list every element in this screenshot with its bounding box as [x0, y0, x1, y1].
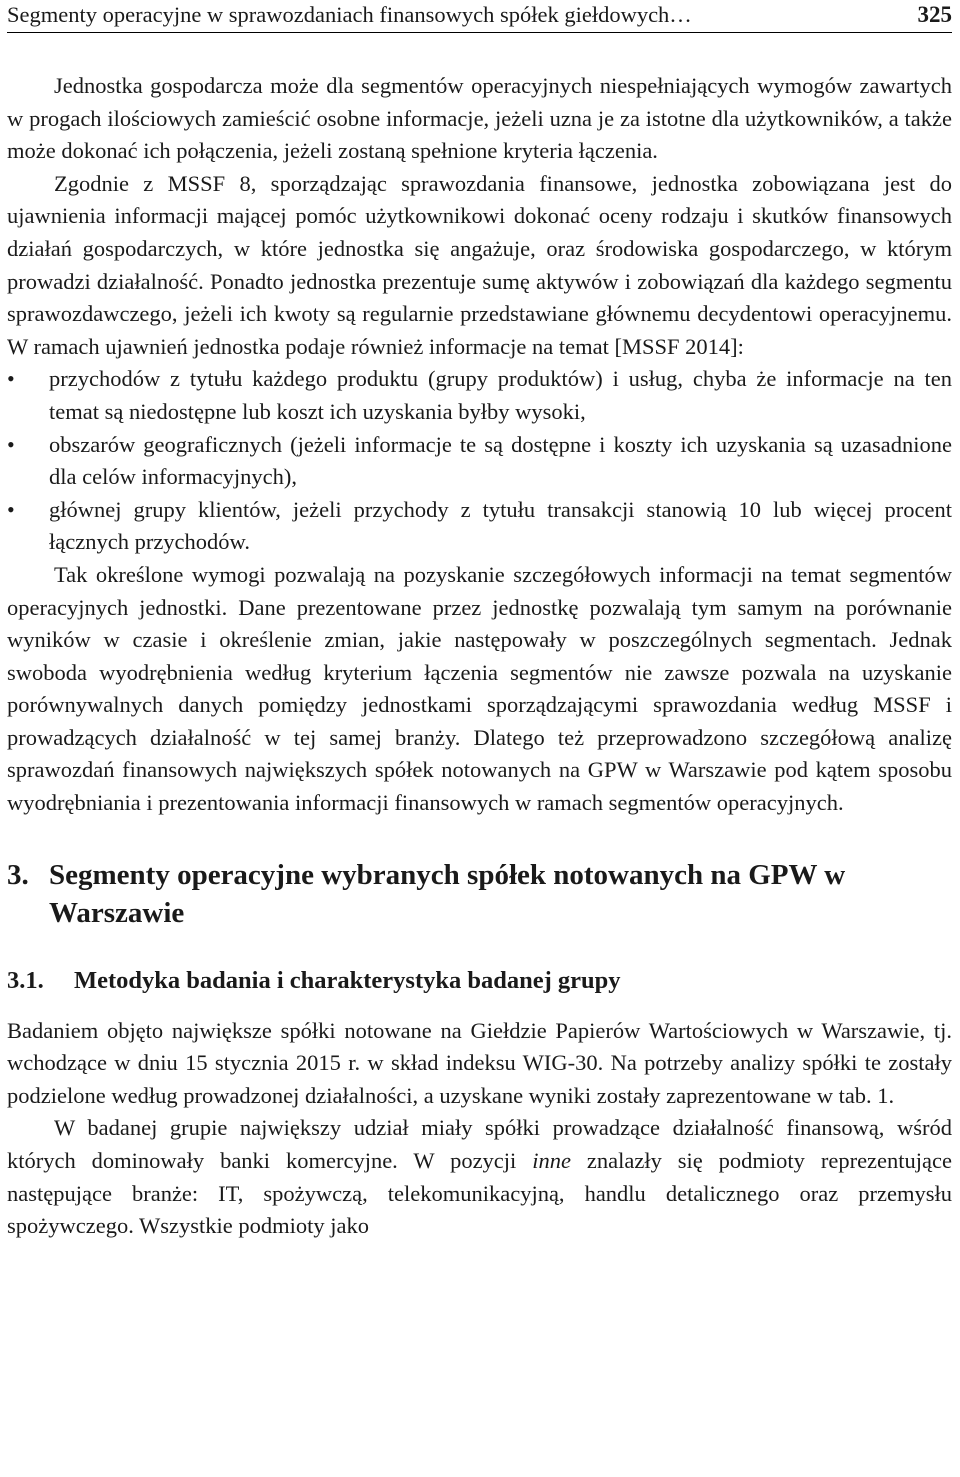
paragraph: Tak określone wymogi pozwalają na pozyskanie szczegółowych informacji na temat segmentów operacyjnych jednostki. Dane prezentowane przez jednostkę pozwalają tym samym na porównanie wyników w czasie i określenie zmian, jakie następowały w poszczególnych segmentach. Jednak swoboda wyodrębnienia według kryterium łączenia segmentów nie zawsze pozwala na uzyskanie porównywalnych danych pomiędzy jednostkami sporządzającymi sprawozdania według MSSF i prowadzących działalność w tej samej branży. Dlatego też przeprowadzono szczegółową analizę sprawozdań finansowych największych spółek notowanych na GPW w Warszawie pod kątem sposobu wyodrębniania i prezentowania informacji finansowych w ramach segmentów operacyjnych. — [7, 561, 952, 816]
italic-term: inne — [532, 1148, 571, 1174]
running-header — [7, 0, 952, 33]
section-heading — [7, 856, 952, 932]
paragraph — [7, 1112, 952, 1242]
section-title: Segmenty operacyjne wybranych spółek notowanych na GPW w Warszawie — [49, 858, 846, 929]
list-item: • obszarów geograficznych (jeżeli informacje te są dostępne i koszty ich uzyskania są uzasadnione dla celów informacyjnych), — [7, 429, 952, 494]
page-number: 325 — [917, 2, 952, 27]
bullet-list — [7, 363, 952, 559]
list-item: • przychodów z tytułu każdego produktu (grupy produktów) i usług, chyba że informacje na ten temat są niedostępne lub koszt ich uzyskania byłby wysoki, — [7, 363, 952, 428]
list-item: • głównej grupy klientów, jeżeli przychody z tytułu transakcji stanowią 10 lub więcej procent łącznych przychodów. — [7, 494, 952, 559]
subsection-number: 3.1. — [7, 966, 44, 994]
paragraph-text: znalazły się podmioty reprezentujące następujące branże: IT, spożywczą, telekomunikacyjną, handlu detalicznego oraz przemysłu spożywczego. Wszystkie podmioty jako — [7, 1148, 952, 1239]
paragraph: Badaniem objęto największe spółki notowane na Giełdzie Papierów Wartościowych w Warszawie, tj. wchodzące w dniu 15 stycznia 2015 r. w skład indeksu WIG-30. Na potrzeby analizy spółki te zostały podzielone według prowadzonej działalności, a uzyskane wyniki zostały zaprezentowane w tab. 1. — [7, 1017, 952, 1108]
paragraph: Zgodnie z MSSF 8, sporządzając sprawozdania finansowe, jednostka zobowiązana jest do ujawnienia informacji mającej pomóc użytkownikowi dokonać oceny rodzaju i skutków finansowych działań gospodarczych, w które jednostka się angażuje, oraz środowiska gospodarczego, w którym prowadzi działalność. Ponadto jednostka prezentuje sumę aktywów i zobowiązań dla każdego segmentu sprawozdawczego, jeżeli ich kwoty są regularnie przedstawiane głównemu decydentowi operacyjnemu. W ramach ujawnień jednostka podaje również informacje na temat [MSSF 2014]: — [7, 170, 952, 359]
body-text — [7, 70, 952, 1243]
paragraph-text: W badanej grupie największy udział miały spółki prowadzące działalność finansową, wśród których dominowały banki komercyjne. W pozycji — [7, 1115, 952, 1174]
paragraph: Jednostka gospodarcza może dla segmentów operacyjnych niespełniających wymogów zawartych w progach ilościowych zamieścić osobne informacje, jeżeli uzna je za istotne dla użytkowników, a także może dokonać ich połączenia, jeżeli zostaną spełnione kryteria łączenia. — [7, 73, 952, 164]
subsection-title: Metodyka badania i charakterystyka badanej grupy — [74, 966, 621, 994]
subsection-heading — [7, 965, 952, 997]
running-title: Segmenty operacyjne w sprawozdaniach finansowych spółek giełdowych… — [7, 2, 692, 27]
section-number: 3. — [7, 858, 29, 891]
